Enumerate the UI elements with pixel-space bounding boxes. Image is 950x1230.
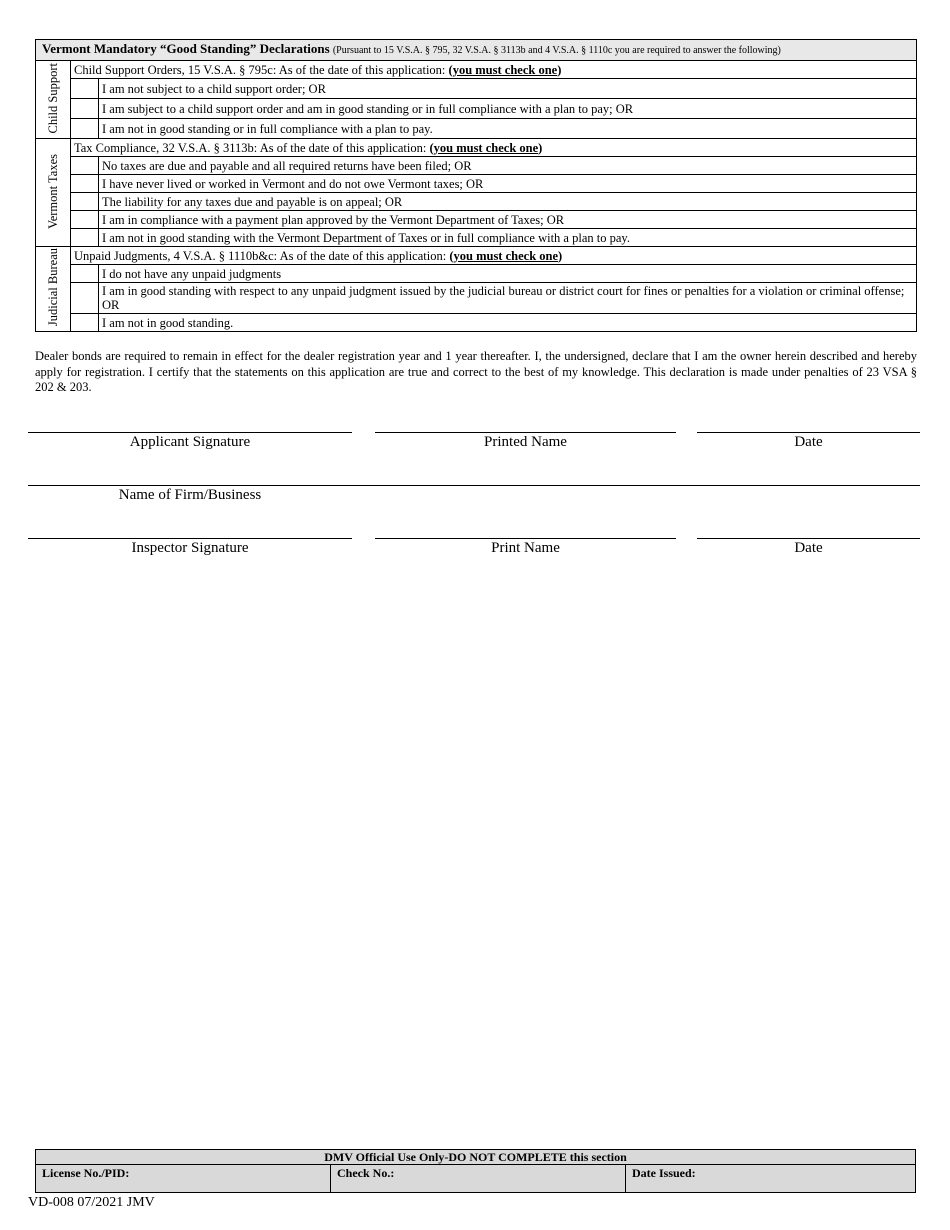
tax-option-3: The liability for any taxes due and payable is on appeal; OR <box>99 193 917 211</box>
tax-checkbox-1[interactable] <box>71 157 99 175</box>
tax-checkbox-5[interactable] <box>71 229 99 247</box>
print-name-label: Print Name <box>491 540 560 556</box>
tax-compliance-question: Tax Compliance, 32 V.S.A. § 3113b: As of the date of this application: (you must check one) <box>71 139 917 157</box>
tax-option-4: I am in compliance with a payment plan approved by the Vermont Department of Taxes; OR <box>99 211 917 229</box>
section-label-judicial-bureau: Judicial Bureau <box>36 247 71 332</box>
judgment-option-2: I am in good standing with respect to any unpaid judgment issued by the judicial bureau or district court for fines or penalties for a violation or criminal offense; OR <box>99 283 917 314</box>
check-no-label: Check No.: <box>337 1166 395 1180</box>
print-name-line[interactable] <box>375 538 676 539</box>
firm-name-line[interactable] <box>28 485 920 486</box>
judgment-checkbox-1[interactable] <box>71 265 99 283</box>
dmv-official-use-box <box>35 1149 916 1193</box>
child-support-option-3: I am not in good standing or in full compliance with a plan to pay. <box>99 119 917 139</box>
tax-checkbox-4[interactable] <box>71 211 99 229</box>
form-code: VD-008 07/2021 JMV <box>28 1195 155 1210</box>
child-support-checkbox-1[interactable] <box>71 79 99 99</box>
date-issued-field[interactable] <box>626 1165 914 1192</box>
license-no-label: License No./PID: <box>42 1166 130 1180</box>
tax-option-1: No taxes are due and payable and all required returns have been filed; OR <box>99 157 917 175</box>
date-issued-label: Date Issued: <box>632 1166 696 1180</box>
good-standing-declarations-table <box>35 39 917 332</box>
tax-option-2: I have never lived or worked in Vermont and do not owe Vermont taxes; OR <box>99 175 917 193</box>
child-support-option-2: I am subject to a child support order and am in good standing or in full compliance with a plan to pay; OR <box>99 99 917 119</box>
declaration-statement: Dealer bonds are required to remain in effect for the dealer registration year and 1 year thereafter. I, the undersigned, declare that I am the owner herein described and hereby apply for registration. I certify that the statements on this application are true and correct to the best of my knowledge. This declaration is made under penalties of 23 VSA § 202 & 203. <box>35 349 917 394</box>
judgment-checkbox-2[interactable] <box>71 283 99 314</box>
declarations-title: Vermont Mandatory “Good Standing” Declarations <box>42 41 330 56</box>
section-label-vermont-taxes: Vermont Taxes <box>36 139 71 247</box>
child-support-checkbox-2[interactable] <box>71 99 99 119</box>
dmv-official-use-title: DMV Official Use Only-DO NOT COMPLETE this section <box>36 1150 915 1165</box>
firm-name-label: Name of Firm/Business <box>118 487 262 503</box>
tax-checkbox-2[interactable] <box>71 175 99 193</box>
inspector-signature-line[interactable] <box>28 538 352 539</box>
child-support-checkbox-3[interactable] <box>71 119 99 139</box>
child-support-option-1: I am not subject to a child support order; OR <box>99 79 917 99</box>
date-line-1[interactable] <box>697 432 920 433</box>
inspector-signature-label: Inspector Signature <box>131 540 249 556</box>
tax-option-5: I am not in good standing with the Vermont Department of Taxes or in full compliance with a plan to pay. <box>99 229 917 247</box>
declarations-header <box>36 40 917 61</box>
check-no-field[interactable] <box>331 1165 625 1192</box>
declarations-note: (Pursuant to 15 V.S.A. § 795, 32 V.S.A. § 3113b and 4 V.S.A. § 1110c you are required to answer the following) <box>332 45 781 56</box>
date-label-2: Date <box>794 540 823 556</box>
child-support-question: Child Support Orders, 15 V.S.A. § 795c: As of the date of this application: (you must check one) <box>71 61 917 79</box>
judgment-checkbox-3[interactable] <box>71 314 99 332</box>
date-line-2[interactable] <box>697 538 920 539</box>
judgment-option-1: I do not have any unpaid judgments <box>99 265 917 283</box>
applicant-signature-line[interactable] <box>28 432 352 433</box>
printed-name-label: Printed Name <box>484 434 567 450</box>
judgment-option-3: I am not in good standing. <box>99 314 917 332</box>
date-label-1: Date <box>794 434 823 450</box>
printed-name-line[interactable] <box>375 432 676 433</box>
applicant-signature-label: Applicant Signature <box>129 434 251 450</box>
tax-checkbox-3[interactable] <box>71 193 99 211</box>
section-label-child-support: Child Support <box>36 61 71 139</box>
license-no-field[interactable] <box>36 1165 330 1192</box>
unpaid-judgments-question: Unpaid Judgments, 4 V.S.A. § 1110b&c: As of the date of this application: (you must check one) <box>71 247 917 265</box>
